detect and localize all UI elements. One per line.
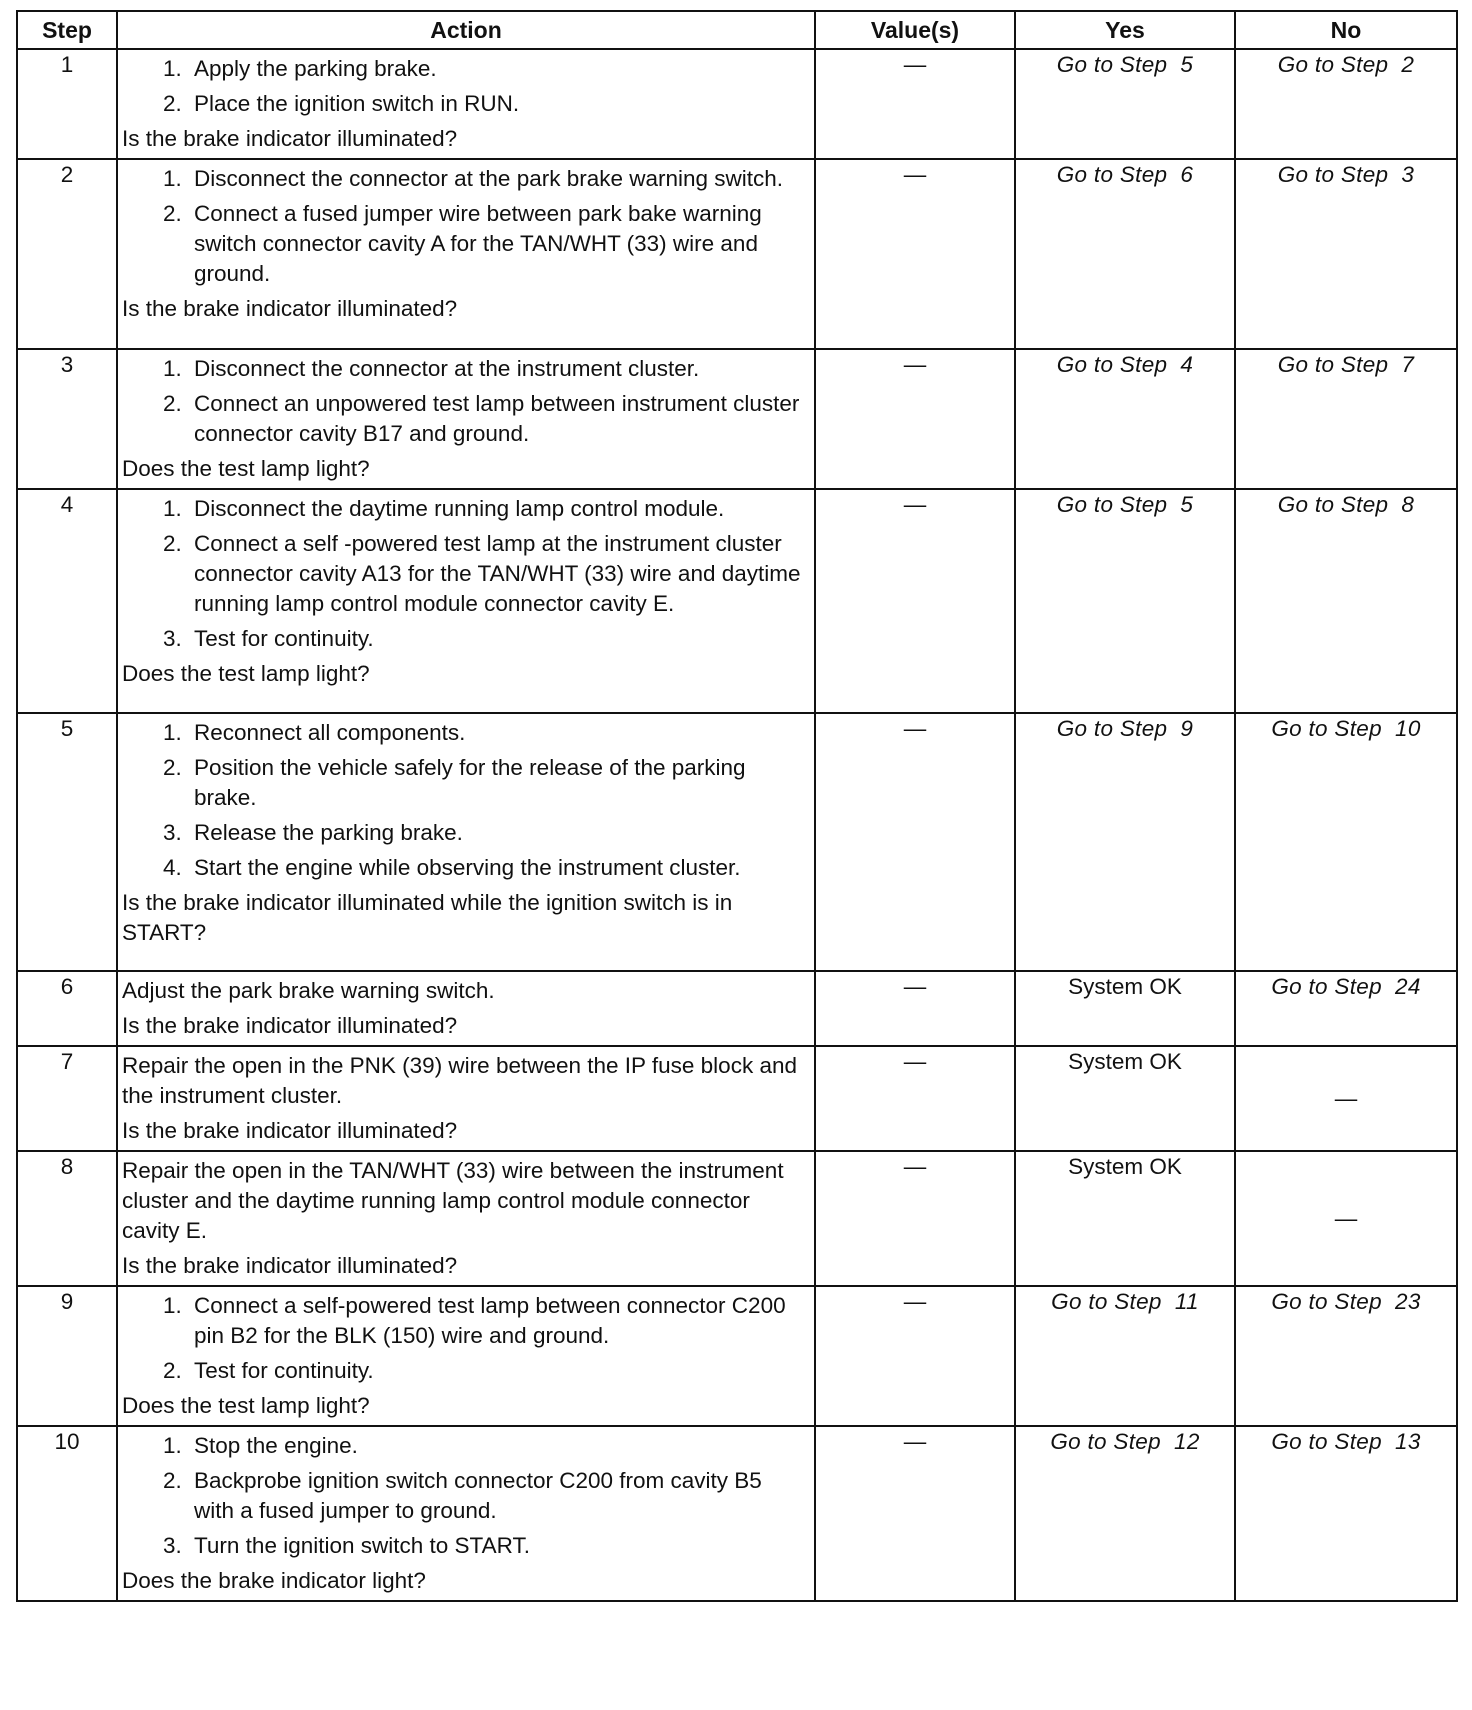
step-number: 6 <box>17 971 117 1046</box>
no-cell <box>1235 49 1457 159</box>
action-instruction: Adjust the park brake warning switch. <box>122 978 495 1003</box>
action-step-item: 1. Connect a self-powered test lamp between connector C200 pin B2 for the BLK (150) wire and ground. <box>188 1291 806 1351</box>
value-dash: — <box>903 1049 927 1074</box>
step-number: 4 <box>17 489 117 713</box>
action-step-list <box>122 1431 806 1561</box>
action-step-item: 1. Apply the parking brake. <box>188 54 806 84</box>
step-number: 7 <box>17 1046 117 1151</box>
action-step-item: 2. Connect a fused jumper wire between park bake warning switch connector cavity A for the TAN/WHT (33) wire and ground. <box>188 199 806 289</box>
action-question: Is the brake indicator illuminated? <box>122 126 458 151</box>
diagnostic-table-page <box>16 10 1456 1602</box>
header-row <box>17 11 1457 49</box>
action-step-item: 1. Disconnect the connector at the instrument cluster. <box>188 354 806 384</box>
no-result: Go to Step 3 <box>1277 162 1415 187</box>
yes-cell <box>1015 1046 1235 1151</box>
action-step-item: 4. Start the engine while observing the instrument cluster. <box>188 853 806 883</box>
action-question: Does the test lamp light? <box>122 456 370 481</box>
value-dash: — <box>903 52 927 77</box>
yes-cell <box>1015 49 1235 159</box>
yes-cell <box>1015 349 1235 489</box>
table-body <box>17 49 1457 1601</box>
no-cell <box>1235 713 1457 971</box>
value-cell <box>815 1046 1015 1151</box>
yes-result: Go to Step 6 <box>1056 162 1194 187</box>
action-step-item: 1. Reconnect all components. <box>188 718 806 748</box>
table-row <box>17 713 1457 971</box>
yes-cell <box>1015 1426 1235 1601</box>
yes-result: Go to Step 5 <box>1056 492 1194 517</box>
value-dash: — <box>903 1154 927 1179</box>
yes-cell <box>1015 159 1235 349</box>
action-cell <box>117 971 815 1046</box>
action-content <box>118 1287 814 1425</box>
action-step-list <box>122 1291 806 1386</box>
yes-result: Go to Step 9 <box>1056 716 1194 741</box>
value-dash: — <box>903 162 927 187</box>
yes-result: Go to Step 5 <box>1056 52 1194 77</box>
action-step-list <box>122 164 806 289</box>
action-cell <box>117 489 815 713</box>
action-question: Does the test lamp light? <box>122 661 370 686</box>
header-step: Step <box>17 11 117 49</box>
action-question: Is the brake indicator illuminated while the ignition switch is in START? <box>122 890 733 945</box>
action-cell <box>117 1151 815 1286</box>
action-step-item: 3. Release the parking brake. <box>188 818 806 848</box>
yes-result: Go to Step 4 <box>1056 352 1194 377</box>
no-cell <box>1235 1286 1457 1426</box>
table-row <box>17 1286 1457 1426</box>
diagnostic-table <box>16 10 1458 1602</box>
no-result: — <box>1334 1085 1358 1111</box>
step-number: 9 <box>17 1286 117 1426</box>
action-instruction: Repair the open in the TAN/WHT (33) wire between the instrument cluster and the daytime running lamp control module connector cavity E. <box>122 1158 784 1243</box>
yes-result: Go to Step 11 <box>1051 1289 1199 1314</box>
action-step-list <box>122 494 806 654</box>
value-cell <box>815 49 1015 159</box>
value-dash: — <box>903 352 927 377</box>
action-question: Is the brake indicator illuminated? <box>122 1253 458 1278</box>
action-step-item: 2. Test for continuity. <box>188 1356 806 1386</box>
table-row <box>17 971 1457 1046</box>
no-cell <box>1235 159 1457 349</box>
action-question: Does the brake indicator light? <box>122 1568 426 1593</box>
action-cell <box>117 1046 815 1151</box>
action-step-item: 1. Disconnect the connector at the park brake warning switch. <box>188 164 806 194</box>
action-step-item: 3. Turn the ignition switch to START. <box>188 1531 806 1561</box>
action-cell <box>117 1426 815 1601</box>
action-question: Is the brake indicator illuminated? <box>122 296 458 321</box>
action-cell <box>117 713 815 971</box>
header-no: No <box>1235 11 1457 49</box>
step-number: 8 <box>17 1151 117 1286</box>
action-step-item: 2. Connect a self -powered test lamp at the instrument cluster connector cavity A13 for the TAN/WHT (33) wire and daytime running lamp control module connector cavity E. <box>188 529 806 619</box>
table-row <box>17 159 1457 349</box>
action-cell <box>117 349 815 489</box>
action-cell <box>117 49 815 159</box>
yes-cell <box>1015 1151 1235 1286</box>
header-values: Value(s) <box>815 11 1015 49</box>
no-result: Go to Step 2 <box>1277 52 1415 77</box>
value-dash: — <box>903 974 927 999</box>
value-cell <box>815 713 1015 971</box>
action-step-item: 2. Place the ignition switch in RUN. <box>188 89 806 119</box>
action-step-list <box>122 54 806 119</box>
step-number: 1 <box>17 49 117 159</box>
value-dash: — <box>903 1289 927 1314</box>
value-cell <box>815 489 1015 713</box>
table-row <box>17 1426 1457 1601</box>
action-cell <box>117 159 815 349</box>
table-row <box>17 49 1457 159</box>
yes-result: System OK <box>1068 1154 1182 1179</box>
action-content <box>118 490 814 693</box>
action-step-item: 2. Position the vehicle safely for the release of the parking brake. <box>188 753 806 813</box>
yes-cell <box>1015 971 1235 1046</box>
action-question: Is the brake indicator illuminated? <box>122 1118 458 1143</box>
yes-cell <box>1015 489 1235 713</box>
no-cell <box>1235 1426 1457 1601</box>
yes-cell <box>1015 713 1235 971</box>
action-step-item: 2. Backprobe ignition switch connector C200 from cavity B5 with a fused jumper to ground. <box>188 1466 806 1526</box>
no-result: — <box>1334 1205 1358 1231</box>
value-cell <box>815 1426 1015 1601</box>
yes-result: Go to Step 12 <box>1050 1429 1200 1454</box>
step-number: 3 <box>17 349 117 489</box>
action-question: Does the test lamp light? <box>122 1393 370 1418</box>
step-number: 2 <box>17 159 117 349</box>
no-cell <box>1235 349 1457 489</box>
table-row <box>17 1151 1457 1286</box>
action-content <box>118 972 814 1045</box>
value-cell <box>815 1286 1015 1426</box>
value-cell <box>815 159 1015 349</box>
value-cell <box>815 971 1015 1046</box>
no-result: Go to Step 24 <box>1271 974 1421 999</box>
table-row <box>17 349 1457 489</box>
no-result: Go to Step 8 <box>1277 492 1415 517</box>
no-cell <box>1235 1046 1457 1151</box>
no-cell <box>1235 1151 1457 1286</box>
step-number: 10 <box>17 1426 117 1601</box>
action-instruction: Repair the open in the PNK (39) wire between the IP fuse block and the instrument cluster. <box>122 1053 797 1108</box>
value-cell <box>815 1151 1015 1286</box>
action-content <box>118 160 814 328</box>
no-result: Go to Step 13 <box>1271 1429 1421 1454</box>
action-step-item: 3. Test for continuity. <box>188 624 806 654</box>
yes-result: System OK <box>1068 1049 1182 1074</box>
value-dash: — <box>903 1429 927 1454</box>
value-cell <box>815 349 1015 489</box>
action-content <box>118 1152 814 1285</box>
value-dash: — <box>903 716 927 741</box>
header-yes: Yes <box>1015 11 1235 49</box>
action-cell <box>117 1286 815 1426</box>
no-result: Go to Step 23 <box>1271 1289 1421 1314</box>
no-cell <box>1235 489 1457 713</box>
value-dash: — <box>903 492 927 517</box>
action-content <box>118 1427 814 1600</box>
action-content <box>118 714 814 952</box>
action-content <box>118 350 814 488</box>
action-step-item: 1. Disconnect the daytime running lamp control module. <box>188 494 806 524</box>
no-cell <box>1235 971 1457 1046</box>
action-step-list <box>122 354 806 449</box>
step-number: 5 <box>17 713 117 971</box>
action-content <box>118 1047 814 1150</box>
action-content <box>118 50 814 158</box>
header-action: Action <box>117 11 815 49</box>
table-row <box>17 1046 1457 1151</box>
no-result: Go to Step 7 <box>1277 352 1415 377</box>
action-question: Is the brake indicator illuminated? <box>122 1013 458 1038</box>
action-step-list <box>122 718 806 883</box>
action-step-item: 2. Connect an unpowered test lamp between instrument cluster connector cavity B17 and ground. <box>188 389 806 449</box>
no-result: Go to Step 10 <box>1271 716 1421 741</box>
yes-result: System OK <box>1068 974 1182 999</box>
yes-cell <box>1015 1286 1235 1426</box>
table-row <box>17 489 1457 713</box>
action-step-item: 1. Stop the engine. <box>188 1431 806 1461</box>
